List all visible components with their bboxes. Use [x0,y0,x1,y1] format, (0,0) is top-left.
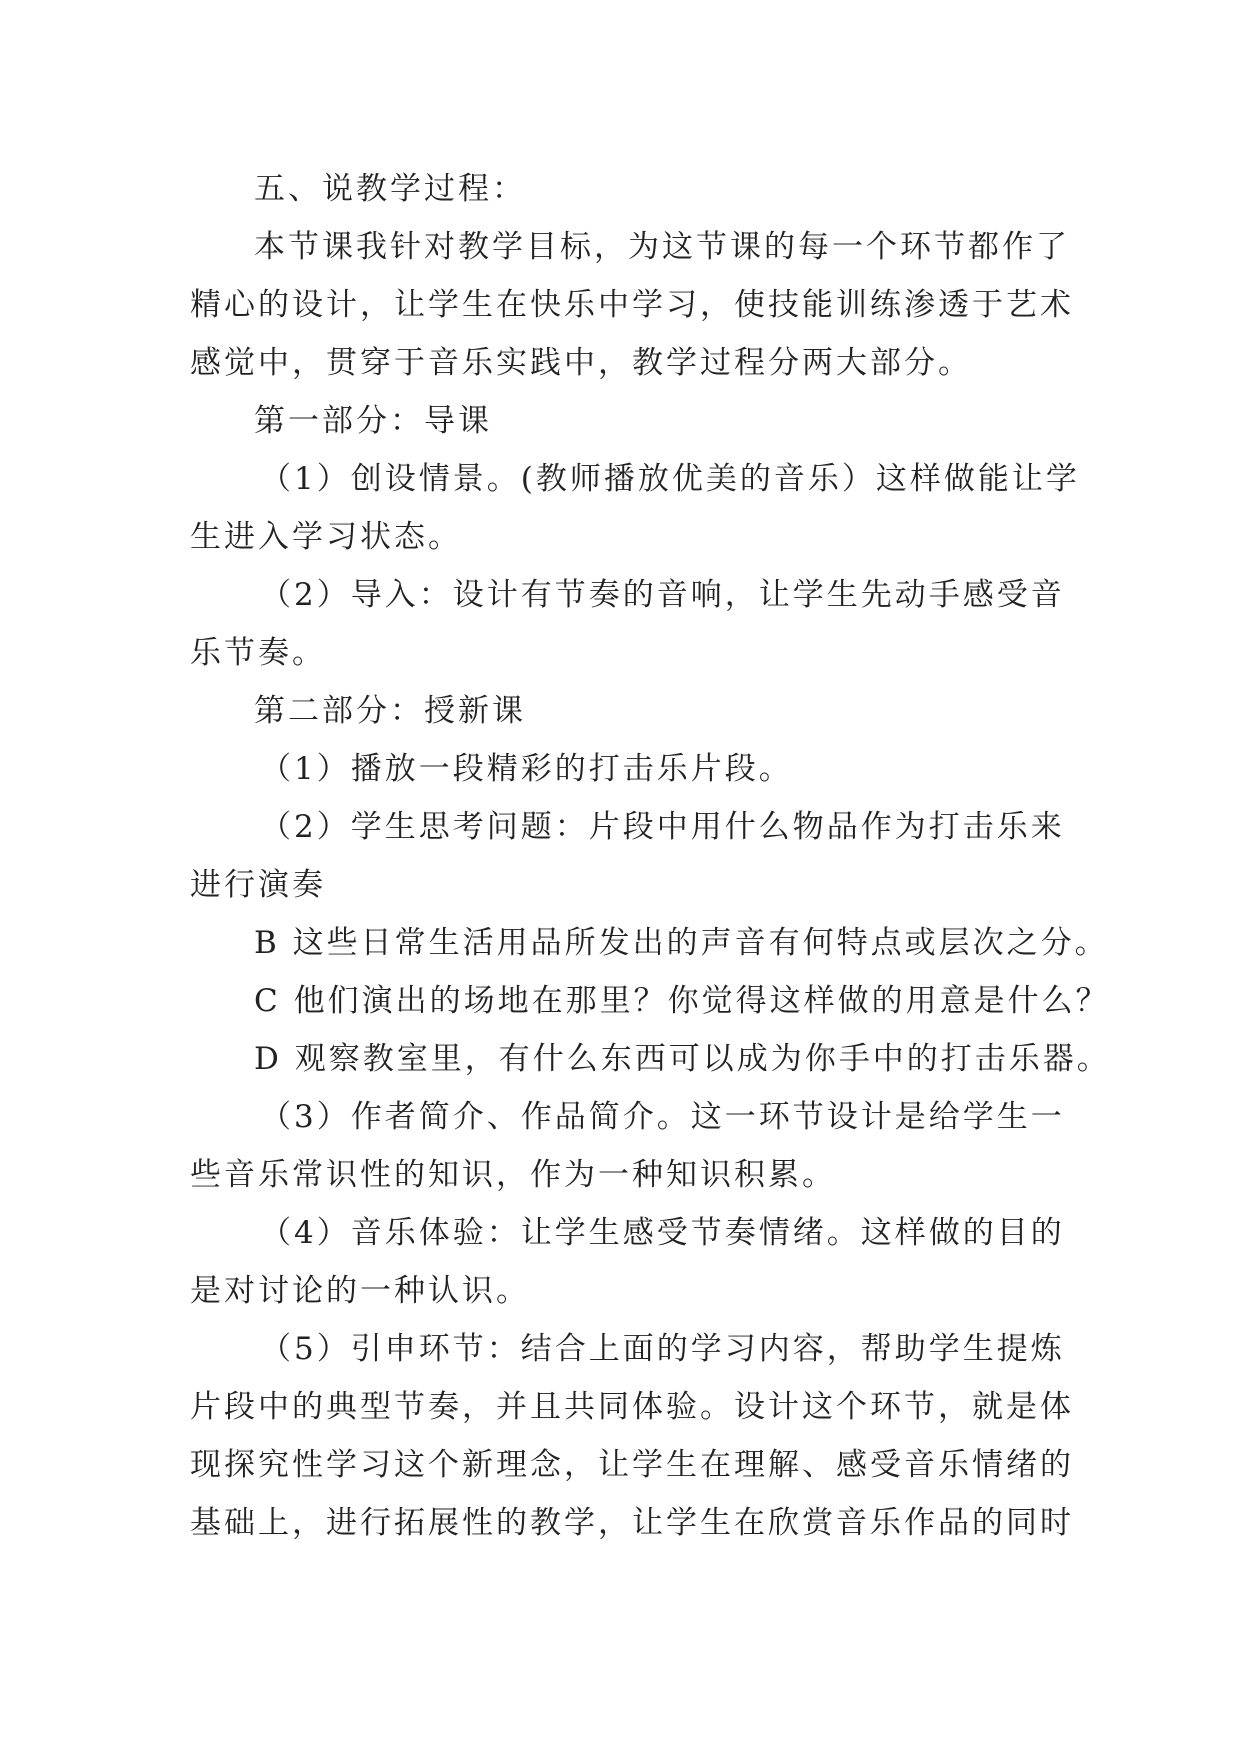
paragraph-line: 些音乐常识性的知识，作为一种知识积累。 [190,1157,836,1193]
paragraph-line: （4）音乐体验：让学生感受节奏情绪。这样做的目的 [260,1215,1065,1251]
paragraph-line: 精心的设计，让学生在快乐中学习，使技能训练渗透于艺术 [190,287,1074,323]
paragraph-line: （1）播放一段精彩的打击乐片段。 [260,751,793,787]
paragraph-line: 进行演奏 [190,867,326,903]
paragraph-line: 现探究性学习这个新理念，让学生在理解、感受音乐情绪的 [190,1447,1074,1483]
paragraph-line: 本节课我针对教学目标，为这节课的每一个环节都作了 [254,229,1070,265]
paragraph-line: 基础上，进行拓展性的教学，让学生在欣赏音乐作品的同时 [190,1505,1074,1541]
paragraph-line: 是对讨论的一种认识。 [190,1273,530,1309]
paragraph-line: 片段中的典型节奏，并且共同体验。设计这个环节，就是体 [190,1389,1074,1425]
paragraph-line: （1）创设情景。(教师播放优美的音乐）这样做能让学 [260,461,1080,497]
part-heading: 第一部分：导课 [254,403,492,439]
list-item: D 观察教室里，有什么东西可以成为你手中的打击乐器。 [254,1041,1111,1077]
list-item: C 他们演出的场地在那里？你觉得这样做的用意是什么？ [254,983,1110,1019]
paragraph-line: 乐节奏。 [190,635,326,671]
paragraph-line: （3）作者简介、作品简介。这一环节设计是给学生一 [260,1099,1065,1135]
section-heading: 五、说教学过程： [254,171,526,207]
part-heading: 第二部分：授新课 [254,693,526,729]
paragraph-line: （5）引申环节：结合上面的学习内容，帮助学生提炼 [260,1331,1065,1367]
paragraph-line: （2）导入：设计有节奏的音响，让学生先动手感受音 [260,577,1065,613]
paragraph-line: （2）学生思考问题：片段中用什么物品作为打击乐来 [260,809,1065,845]
paragraph-line: 感觉中，贯穿于音乐实践中，教学过程分两大部分。 [190,345,972,381]
paragraph-line: 生进入学习状态。 [190,519,462,555]
document-body [190,160,1111,1552]
list-item: B 这些日常生活用品所发出的声音有何特点或层次之分。 [254,925,1109,961]
